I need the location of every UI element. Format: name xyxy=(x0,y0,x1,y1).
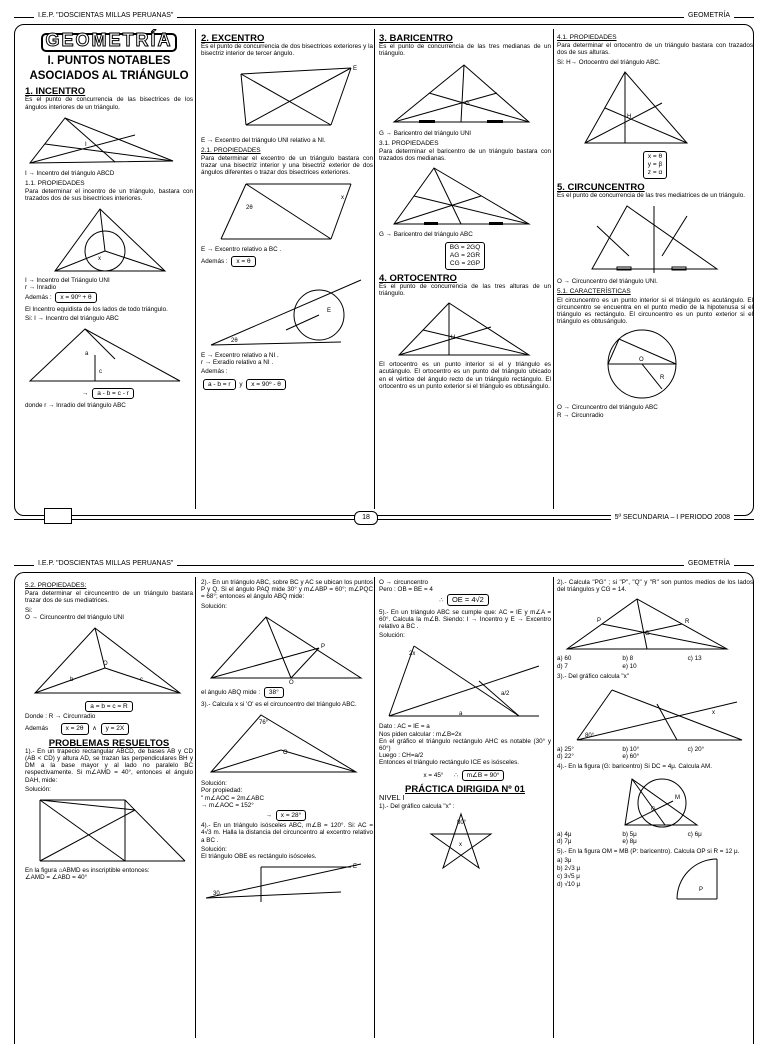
si-label: Si: xyxy=(25,606,33,614)
option-4e: e) 8μ xyxy=(622,837,637,845)
baricentro-prop-figure xyxy=(379,164,544,229)
practica-problem-3: 3).- Del gráfico calcula "x" xyxy=(557,672,630,680)
option-2b: b) 8 xyxy=(622,655,634,663)
star-figure xyxy=(379,812,544,872)
answer5-box: m∠B = 90° xyxy=(462,770,505,781)
donde-text: donde r → Inradio del triángulo ABC xyxy=(25,401,126,409)
svg-text:80°: 80° xyxy=(457,820,467,827)
prop-text-3: Para determinar el baricentro de un triángulo bastara con trazados dos medianas. xyxy=(379,148,551,163)
trapecio-figure xyxy=(25,795,190,865)
problem-4-text: 4).- En un triángulo isósceles ABC, m∠B = 120°. Si: AC = 4√3 m. Halla la distancia del circuncentro al excentro relativo a BC . xyxy=(201,822,373,844)
exradio-figure xyxy=(201,270,366,350)
option-2e: e) 10 xyxy=(622,662,637,670)
circuncentro-caption-2: O → Circuncentro del triángulo ABC xyxy=(557,404,658,412)
formula-abcR: a = b = c = R xyxy=(85,701,132,712)
unit-title: I. PUNTOS NOTABLES ASOCIADOS AL TRIÁNGULO xyxy=(29,55,189,83)
incircle-figure xyxy=(25,205,175,275)
si-text-1: Si: I → Incentro del triángulo ABC xyxy=(25,315,119,323)
column-2-3: O → circuncentro Pero : OB = BE = 4 ∴ OE = 4√2 5).- En un triángulo ABC se cumple que: AC = IE y m∠A = 60°. Calcula la m∠B. Siendo: I → Incentro y E → Excentro relativo a BC . Solución: 2x a a/2 Dato : AC = IE = a Nos piden calcular : m∠B=2x En el gráfico el triángulo rectángulo AHC es notable (30° y 60°) Luego : CH=a/2 Entonces el triángulo rectángulo ICE es isósceles. x = 45° ∴ m∠B = 90° PRÁCTICA DIRIGIDA Nº 01 NIVEL I 1).- Del gráfico calcula "x" : 80° x xyxy=(379,579,551,874)
subject-name: GEOMETRÍA xyxy=(684,12,734,19)
prop-title-4: 4.1. PROPIEDADES xyxy=(557,34,617,41)
practica-problem-1: 1).- Del gráfico calcula "x" : xyxy=(379,803,455,811)
x-value: x = 45° xyxy=(423,771,444,779)
ortocentro-def: Es el punto de concurrencia de las tres alturas de un triángulo. xyxy=(379,282,551,298)
si-text-4: Si: H→ Ortocentro del triángulo ABC. xyxy=(557,58,661,66)
formula-abr: a - b = r xyxy=(203,379,236,390)
formula-za: z = α xyxy=(647,168,663,176)
solucion-4: Solución: xyxy=(201,845,227,853)
step-4: El triángulo OBE es rectángulo isósceles. xyxy=(201,853,317,861)
svg-text:E: E xyxy=(353,864,358,871)
option-5b: b) 2√3 μ xyxy=(557,865,581,873)
dato: Dato : AC = IE = a xyxy=(379,723,430,731)
problem4b-figure xyxy=(557,773,747,829)
answer2-box: 38° xyxy=(264,687,284,698)
option-2d: d) 7 xyxy=(557,662,568,670)
options-3 xyxy=(557,746,753,760)
formula-x90: x = 90º + θ xyxy=(55,292,96,303)
incentro-title: 1. INCENTRO xyxy=(25,86,86,98)
ademas-1: Además : xyxy=(25,294,52,302)
column-3 xyxy=(379,31,551,392)
svg-text:b: b xyxy=(70,677,74,684)
circuncentro-caption-1: O → Circuncentro del triángulo UNI. xyxy=(557,278,658,286)
formula-xtheta: x = θ xyxy=(231,256,255,267)
carac-text: El circuncentro es un punto interior si el triángulo es acutángulo. El circuncentro se encuentra en el punto medio de la hipotenusa si el triángulo es rectángulo. El circuncentro es un punto exterior si el triángulo es obtusángulo. xyxy=(557,296,753,326)
therefore-symbol: ∴ xyxy=(453,771,458,779)
problem5b-figure xyxy=(667,851,747,901)
option-3c: c) 20° xyxy=(687,746,705,754)
svg-text:P: P xyxy=(321,643,326,650)
si-text-5: O → Circuncentro del triángulo UNI xyxy=(25,613,125,621)
line-3: En el gráfico el triángulo rectángulo AHC es notable (30° y 60°) xyxy=(379,737,551,753)
solucion-1: Solución: xyxy=(25,785,51,793)
problem2b-figure xyxy=(557,595,747,653)
answer2-label: el ángulo ABQ mide : xyxy=(201,688,261,696)
svg-text:G: G xyxy=(465,100,470,107)
formula-x2theta: x = 2θ xyxy=(61,723,89,734)
formula-y2x: y = 2X xyxy=(101,723,130,734)
incentro-def: Es el punto de concurrencia de las bisectrices de los ángulos interiores de un triángulo. xyxy=(25,96,193,111)
option-5a: a) 3μ xyxy=(557,857,572,865)
formula-cg: CG = 2GP xyxy=(449,259,481,267)
content-frame-2 xyxy=(14,572,754,1044)
problem3-figure xyxy=(201,710,366,778)
svg-text:x: x xyxy=(712,710,715,717)
svg-text:a: a xyxy=(85,350,89,357)
practica-problem-4: 4).- En la figura (G: baricentro) Si DC = 4μ. Calcula AM. xyxy=(557,763,712,771)
answer-oe: OE = 4√2 xyxy=(447,594,489,605)
ademas-2: Además : xyxy=(201,257,228,265)
practica-problem-2: 2).- Calcula "PG" ; si "P", "Q" y "R" son puntos medios de los lados del triángulos y CG = 14. xyxy=(557,579,753,594)
school-name: I.E.P. "DOSCIENTAS MILLAS PERUANAS" xyxy=(34,12,177,19)
ortocentro-figure xyxy=(379,299,544,359)
page-footer xyxy=(14,514,754,526)
ademas-4: Además xyxy=(25,725,49,733)
baricentro-title: 3. BARICENTRO xyxy=(379,33,453,44)
prop-title-2: 2.1. PROPIEDADES xyxy=(201,146,261,154)
svg-text:80°: 80° xyxy=(585,733,595,740)
prop-text-5: Para determinar el circuncentro de un triángulo bastara trazar dos de sus mediatrices. xyxy=(25,590,193,605)
option-4a: a) 4μ xyxy=(557,830,572,838)
formula-yb: y = β xyxy=(647,160,663,168)
option-3b: b) 10° xyxy=(622,746,640,754)
nivel: NIVEL I xyxy=(379,793,405,803)
inradio-figure xyxy=(25,325,185,385)
circuncentro-figure xyxy=(557,201,747,276)
ortocentro-prop-figure xyxy=(557,68,747,148)
ademas-3: Además : xyxy=(201,368,228,376)
excentro-caption-2: E → Excentro relativo a BC . xyxy=(201,245,282,253)
line-4: Luego : CH=a/2 xyxy=(379,752,424,760)
svg-text:G: G xyxy=(645,631,650,638)
problem3b-figure xyxy=(557,682,747,744)
svg-text:O: O xyxy=(283,750,288,757)
excentro-figure xyxy=(201,60,366,135)
svg-text:2x: 2x xyxy=(409,651,416,658)
svg-text:E: E xyxy=(327,308,332,315)
column-2 xyxy=(201,31,373,393)
problem-2-text: 2).- En un triángulo ABC, sobre BC y AC se ubican los puntos P y Q. Si el ángulo PAQ mide 30° y m∠ABP = 60°; m∠PQC = 68°; entonces el ángulo ABQ mide: xyxy=(201,579,373,601)
page-number: 18 xyxy=(354,511,378,525)
svg-text:c: c xyxy=(99,368,102,375)
ortocentro-formulas xyxy=(643,151,667,179)
wedge-symbol: ∧ xyxy=(92,725,97,733)
problem-3-text: 3).- Calcula x si 'O' es el circuncentro del triángulo ABC. xyxy=(201,701,357,709)
line-2: Pero : OB = BE = 4 xyxy=(379,586,433,594)
column-2-4 xyxy=(557,579,753,894)
column-1: GEOMETRÍA I. PUNTOS NOTABLES ASOCIADOS AL TRIÁNGULO 1. INCENTRO Es el punto de concurrencia de las bisectrices de los ángulos interiores de un triángulo. I I → Incentro del triángulo ABCD 1.1. PROPIEDADES Para determinar el incentro de un triángulo, bastara con trazados dos de sus bisectrices interiores. x I → Incentro del Triángulo UNI r → Inradio Además : x = 90º + θ El Incentro equidista de los lados de todo triángulo. Si: I → Incentro del triángulo ABC a c → a - b = c - r donde r → Inradio del triángulo ABC xyxy=(25,30,193,409)
prop-text-4: Para determinar el ortocentro de un triángulo bastara con trazados dos de sus alturas. xyxy=(557,42,753,57)
svg-text:R: R xyxy=(660,375,665,382)
problem2-figure xyxy=(201,612,366,684)
legend-1: I → Incentro del Triángulo UNI xyxy=(25,276,110,284)
svg-text:Q: Q xyxy=(289,679,294,684)
footer-box xyxy=(44,508,72,524)
option-3e: e) 60° xyxy=(622,753,640,761)
svg-text:O: O xyxy=(639,357,644,364)
option-3a: a) 25° xyxy=(557,746,574,754)
option-3d: d) 22° xyxy=(557,753,574,761)
circumcircle-figure xyxy=(557,327,747,402)
circuncentro-def: Es el punto de concurrencia de las tres mediatrices de un triángulo. xyxy=(557,192,745,200)
svg-text:P: P xyxy=(699,887,704,894)
option-2c: c) 13 xyxy=(687,655,702,663)
excentro-title: 2. EXCENTRO xyxy=(201,33,265,44)
prop-title-3: 3.1. PROPIEDADES xyxy=(379,139,439,147)
svg-text:I: I xyxy=(85,141,87,148)
excentro-prop-figure xyxy=(201,179,366,244)
option-2a: a) 60 xyxy=(557,655,572,663)
practica-title: PRÁCTICA DIRIGIDA Nº 01 xyxy=(405,783,525,795)
baricentro-caption-2: G → Baricentro del triángulo ABC xyxy=(379,231,473,239)
problem-5-text: 5).- En un triángulo ABC se cumple que: AC = IE y m∠A = 60°. Calcula la m∠B. Siendo: I → Incentro y E → Excentro relativo a BC . xyxy=(379,608,551,631)
svg-text:M: M xyxy=(675,794,680,801)
legend-2: r → Inradio xyxy=(25,283,57,291)
solucion-5: Solución: xyxy=(379,632,405,640)
svg-text:76°: 76° xyxy=(259,720,269,727)
svg-text:2θ: 2θ xyxy=(246,204,253,211)
baricentro-caption-1: G → Baricentro del triángulo UNI xyxy=(379,129,472,137)
baricentro-figure xyxy=(379,60,544,128)
svg-text:O: O xyxy=(103,661,108,668)
svg-text:H: H xyxy=(451,335,456,342)
svg-text:c: c xyxy=(140,677,143,684)
prop-title-1: 1.1. PROPIEDADES xyxy=(25,180,85,188)
main-title: GEOMETRÍA xyxy=(41,33,177,52)
formula-xt: x = θ xyxy=(647,152,663,160)
baricentro-formulas xyxy=(445,242,486,270)
equidista-text: El Incentro equidista de los lados de todo triángulo. xyxy=(25,306,168,314)
y-word: y xyxy=(239,380,243,388)
line-5: Entonces el triángulo rectángulo ICE es isósceles. xyxy=(379,759,520,767)
excentro-def: Es el punto de concurrencia de dos bisectrices exteriores y la bisectriz interior de tercer ángulo. xyxy=(201,43,373,58)
solucion-3: Solución: xyxy=(201,780,227,788)
svg-text:x: x xyxy=(341,194,344,201)
formula-x90minus: x = 90º - θ xyxy=(246,379,286,390)
circuncentro-caption-3: R → Circunradio xyxy=(557,411,604,419)
por-prop: Por propiedad: xyxy=(201,787,243,795)
formula-abcr: a - b = c - r xyxy=(92,388,134,399)
answer3-box: x = 28° xyxy=(276,810,307,821)
ortocentro-text: El ortocentro es un punto interior si el y triángulo es acutángulo. El ortocentro es un punto del triángulo ubicado en el vértice del ángulo recto de un triángulo rectángulo. El ortocentro es un punto exterior si el triángulo es obtusángulo. xyxy=(379,361,551,390)
text-bottom-1: En la figura ⌂ABMD es inscriptible entonces: xyxy=(25,867,150,875)
svg-text:E: E xyxy=(353,65,358,72)
incentro-figure xyxy=(25,113,175,168)
practica-problem-5: 5).- En la figura OM = MB (P: baricentro). Calcula OP si R = 12 μ. xyxy=(557,848,740,856)
prop-title-5: 5.2. PROPIEDADES: xyxy=(25,582,87,589)
formula-bg: BG = 2GQ xyxy=(449,243,481,251)
problem5-figure xyxy=(379,641,544,721)
svg-text:x: x xyxy=(98,255,101,262)
grade-text: 5º SECUNDARIA – I PERIODO 2008 xyxy=(611,514,734,521)
carac-title: 5.1. CARACTERÍSTICAS xyxy=(557,288,631,296)
prop-text-2: Para determinar el excentro de un triángulo bastara con trazar una bisectriz interior y una bisectriz exterior de dos ángulos diferentes o trazar dos bisectrices exteriores. xyxy=(201,155,373,177)
circuncentro-title: 5. CIRCUNCENTRO xyxy=(557,181,645,193)
text-bottom-2: ∠AMD = ∠ABD = 40° xyxy=(25,874,88,882)
subject-name-2: GEOMETRÍA xyxy=(684,560,734,567)
line-1: O → circuncentro xyxy=(379,579,428,586)
formula-ag: AG = 2GR xyxy=(449,251,481,259)
page-bottom xyxy=(0,548,768,1024)
svg-text:H: H xyxy=(627,113,632,120)
option-5c: c) 3√5 μ xyxy=(557,873,580,881)
column-4 xyxy=(557,31,753,421)
column-2-2: 2).- En un triángulo ABC, sobre BC y AC se ubican los puntos P y Q. Si el ángulo PAQ mide 30° y m∠ABP = 60°; m∠PQC = 68°; entonces el ángulo ABQ mide: Solución: P Q el ángulo ABQ mide : 38° 3).- Calcula x si 'O' es el circuncentro del triángulo ABC. 76° O Solución: Por propiedad: " m∠AOC = 2m∠ABC → m∠AOC = 152° → x = 28° 4).- En un triángulo isósceles ABC, m∠B = 120°. Si: AC = 4√3 m. Halla la distancia del circuncentro al excentro relativo a BC . Solución: El triángulo OBE es rectángulo isósceles. 30 E xyxy=(201,579,373,904)
svg-text:G: G xyxy=(651,806,656,813)
pide: Nos piden calcular : m∠B=2x xyxy=(379,730,462,738)
step-1: " m∠AOC = 2m∠ABC xyxy=(201,794,265,802)
school-name-2: I.E.P. "DOSCIENTAS MILLAS PERUANAS" xyxy=(34,560,177,567)
svg-text:P: P xyxy=(597,618,602,625)
problem-1-text: 1).- En un trapecio rectangular ABCD, de bases AB y CD (AB < CD) y altura AD, se trazan las perpendiculares BH y DM a la base mayor y al lado no paralelo BC respectivamente. Si m∠AMD = 40°, entonces el ángulo DAH, mide: xyxy=(25,747,193,784)
svg-text:a: a xyxy=(459,711,463,718)
excentro-caption-1: E → Excentro del triángulo UNI relativo a NI. xyxy=(201,136,326,144)
circuncentro-uni-figure xyxy=(25,623,185,698)
problem4-figure xyxy=(201,862,366,902)
ortocentro-title: 4. ORTOCENTRO xyxy=(379,272,457,284)
svg-text:30: 30 xyxy=(213,891,220,898)
donde-R: Donde : R → Circunradio xyxy=(25,713,96,721)
solucion-2: Solución: xyxy=(201,602,227,610)
option-4d: d) 7μ xyxy=(557,837,572,845)
incentro-caption: I → Incentro del triángulo ABCD xyxy=(25,169,115,177)
column-2-1 xyxy=(25,579,193,883)
baricentro-def: Es el punto de concurrencia de las tres medianas de un triángulo. xyxy=(379,43,551,58)
options-4 xyxy=(557,831,753,845)
options-2 xyxy=(557,655,753,669)
option-4b: b) 5μ xyxy=(622,830,637,838)
svg-text:x: x xyxy=(459,842,462,849)
page-header-2 xyxy=(14,560,754,572)
content-frame xyxy=(14,24,754,516)
resueltos-title: PROBLEMAS RESUELTOS xyxy=(48,737,170,749)
prop-text-1: Para determinar el incentro de un triángulo, bastara con trazados dos de sus bisectrices interiores. xyxy=(25,188,193,203)
svg-text:R: R xyxy=(685,619,690,626)
step-2: → m∠AOC = 152° xyxy=(201,801,254,809)
page-header xyxy=(14,12,754,24)
excentro-caption-3: E → Excentro relativo a NI . xyxy=(201,352,279,360)
option-4c: c) 6μ xyxy=(687,830,702,838)
svg-text:2θ: 2θ xyxy=(231,338,238,345)
option-5d: d) √10 μ xyxy=(557,881,581,889)
excentro-caption-4: r → Exradio relativo a NI . xyxy=(201,359,274,367)
problem5b-block xyxy=(557,857,753,894)
svg-text:a/2: a/2 xyxy=(501,691,510,698)
